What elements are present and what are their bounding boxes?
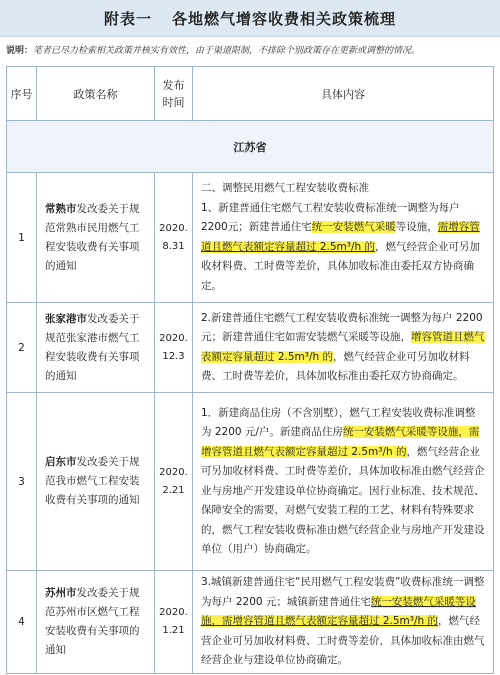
policy-content: 2.新建普通住宅燃气工程安装收费标准统一调整为每户 2200元；新建普通住宅如需安装燃气采暖等设施，增容管道且燃气表额定容量超过 2.5m³/h 的，燃气经营企业可另加收材料费、工时费等差价，具体加收标准由委托双方协商确定。 [193, 303, 494, 393]
table-row [7, 571, 494, 674]
column-header-name: 政策名称 [37, 67, 155, 121]
policy-content: 二、调整民用燃气工程安装收费标准 1、新建普通住宅燃气工程安装收费标准统一调整为每户 2200元；新建普通住宅统一安装燃气采暖等设施，需增容管道且燃气表额定容量超过 2.5m³/h 的，燃气经营企业可另加收材料费、工时费等差价，具体加收标准由委托双方协商确定。 [193, 173, 494, 303]
column-header-date: 发布时间 [155, 67, 193, 121]
table-row [7, 173, 494, 303]
policy-table [6, 66, 494, 674]
note-text: 笔者已尽力检索相关政策并核实有效性，由于渠道限制，不排除个别政策存在更新或调整的情况。 [33, 46, 421, 56]
note-label: 说明： [6, 46, 34, 56]
policy-name: 张家港市发改委关于规范张家港市燃气工程安装收费有关事项的通知 [37, 303, 155, 393]
title-text: 各地燃气增容收费相关政策梳理 [172, 9, 397, 28]
province-row [7, 121, 494, 173]
row-index: 1 [7, 173, 37, 303]
province-label: 江苏省 [7, 121, 494, 173]
highlight: 需增容管道且燃气表额定容量超过 2.5m³/h 的 [201, 221, 480, 253]
column-header-content: 具体内容 [193, 67, 494, 121]
page-title [0, 0, 500, 37]
title-prefix: 附表一 [103, 9, 152, 28]
policy-content: 1．新建商品住房（不含别墅），燃气工程安装收费标准调整为 2200 元/户。新建商品住房统一安装燃气采暖等设施，需增容管道且燃气表额定容量超过 2.5m³/h 的，燃气经营企业可另加收材料费、工时费等差价，具体加收标准由燃气经营企业与房地产开发建设单位协商确定。因行业标准、技术规范、保障安全的需要，对燃气安装工程的工艺、材料有特殊要求的，燃气工程安装收费标准由燃气经营企业与房地产开发建设单位（用户）协商确定。 [193, 393, 494, 571]
publish-date: 2020. 1.21 [155, 571, 193, 674]
publish-date: 2020. 2.21 [155, 393, 193, 571]
table-row [7, 303, 494, 393]
policy-name: 常熟市发改委关于规范常熟市民用燃气工程安装收费有关事项的通知 [37, 173, 155, 303]
highlight: 统一安装燃气采暖等设施，需增容管道且燃气表额定容量超过 2.5m³/h 的 [201, 426, 480, 458]
policy-name: 启东市发改委关于规范我市燃气工程安装收费有关事项的通知 [37, 393, 155, 571]
publish-date: 2020. 8.31 [155, 173, 193, 303]
highlight: 增容管道且燃气表额定容量超过 2.5m³/h 的 [201, 331, 485, 363]
policy-name: 苏州市发改委关于规范苏州市区燃气工程安装收费有关事项的通知 [37, 571, 155, 674]
highlight: 统一安装燃气采暖等设施，需增容管道且燃气表额定容量超过 2.5m³/h 的 [201, 595, 476, 627]
table-header-row [7, 67, 494, 121]
policy-content: 3.城镇新建普通住宅“民用燃气工程安装费”收费标准统一调整为每户 2200 元；城镇新建普通住宅统一安装燃气采暖等设施，需增容管道且燃气表额定容量超过 2.5m³/h 的，燃气经营企业可另加收材料费、工时费等差价，具体加收标准由燃气经营企业与建设单位协商确定。 [193, 571, 494, 674]
column-header-index: 序号 [7, 67, 37, 121]
row-index: 3 [7, 393, 37, 571]
row-index: 2 [7, 303, 37, 393]
highlight: 统一安装燃气采暖 [311, 221, 396, 233]
row-index: 4 [7, 571, 37, 674]
note [6, 40, 496, 62]
publish-date: 2020. 12.3 [155, 303, 193, 393]
table-row [7, 393, 494, 571]
